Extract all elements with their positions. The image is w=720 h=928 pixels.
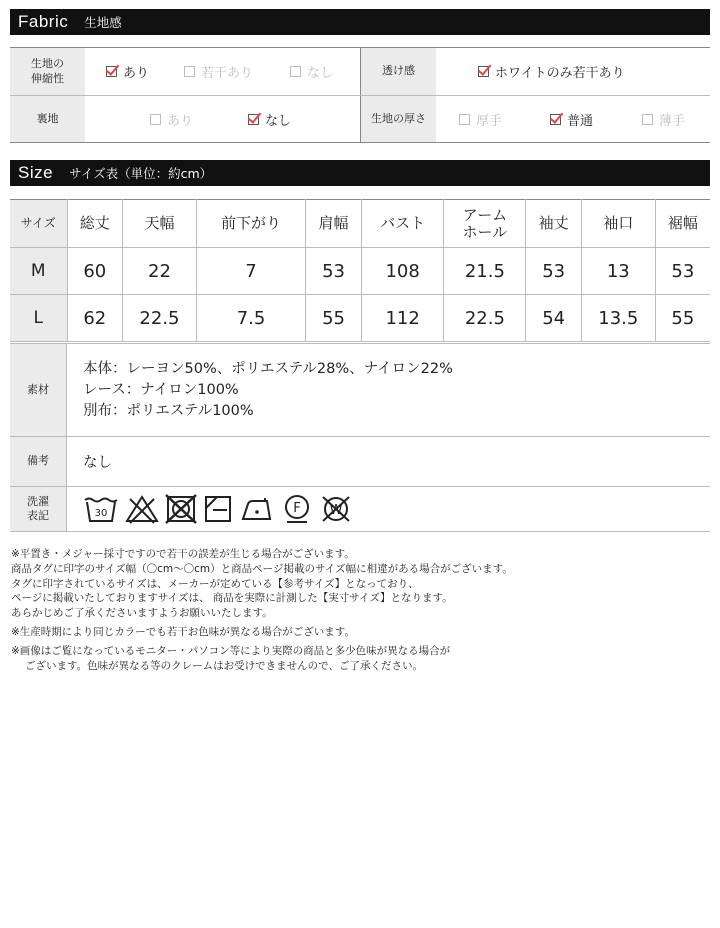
material-line: レース：ナイロン100% xyxy=(83,381,239,398)
table-row xyxy=(10,295,710,342)
material-line: 本体：レーヨン50%、ポリエステル28%、ナイロン22% xyxy=(83,360,453,377)
note-line: ※生産時期により同じカラーでも若干お色味が異なる場合がございます。 xyxy=(11,625,355,638)
line-dry-shade-icon xyxy=(203,494,233,524)
table-cell: 22 xyxy=(123,248,197,295)
fabric-row-2 xyxy=(10,95,710,142)
thickness-options xyxy=(436,96,710,142)
col-hem-width: 裾幅 xyxy=(655,200,710,248)
table-cell: 7.5 xyxy=(196,295,305,342)
table-cell: 62 xyxy=(67,295,123,342)
table-cell: 53 xyxy=(526,248,582,295)
note-line: ※平置き・メジャー採寸ですので若干の誤差が生じる場合がございます。 xyxy=(11,548,355,560)
sheer-label: 透け感 xyxy=(361,48,436,95)
dry-clean-f-icon xyxy=(281,494,313,524)
table-cell: 13 xyxy=(581,248,655,295)
lining-option-no[interactable]: なし xyxy=(248,110,291,129)
fabric-section-header xyxy=(10,9,710,35)
checkbox-checked-icon xyxy=(106,66,117,77)
stretch-option-slight[interactable]: 若干あり xyxy=(184,62,253,81)
no-bleach-icon xyxy=(125,494,159,524)
checkbox-icon xyxy=(184,66,195,77)
fabric-subtitle: 生地感 xyxy=(84,15,122,30)
size-table xyxy=(10,199,710,342)
checkbox-icon xyxy=(290,66,301,77)
remarks-value: なし xyxy=(83,455,112,471)
thickness-label: 生地の厚さ xyxy=(361,96,436,142)
remarks-label: 備考 xyxy=(10,437,67,486)
table-cell: 13.5 xyxy=(581,295,655,342)
fabric-row-1 xyxy=(10,48,710,95)
note-line: あらかじめご了承くださいますようお願いいたします。 xyxy=(11,607,273,620)
col-front-drop: 前下がり xyxy=(196,200,305,248)
info-table xyxy=(10,343,710,532)
col-neck-width: 天幅 xyxy=(123,200,197,248)
table-row xyxy=(10,248,710,295)
size-label: L xyxy=(10,295,67,342)
table-cell: 55 xyxy=(655,295,710,342)
size-header-row xyxy=(10,200,710,248)
stretch-option-no[interactable]: なし xyxy=(290,62,333,81)
lining-options xyxy=(85,96,361,142)
note-line: タグに印字されているサイズは、メーカーが定めている【参考サイズ】となっており、 xyxy=(11,577,419,590)
size-section-header xyxy=(10,160,710,186)
material-line: 別布：ポリエステル100% xyxy=(83,402,254,419)
thickness-option-thick[interactable]: 厚手 xyxy=(459,110,502,129)
svg-text:W: W xyxy=(329,503,343,518)
care-icons xyxy=(67,487,710,531)
checkbox-icon xyxy=(642,114,653,125)
thickness-option-normal[interactable]: 普通 xyxy=(550,110,593,129)
care-label: 洗濯 表記 xyxy=(10,487,67,531)
note-line: ※画像はご覧になっているモニター・パソコン等により実際の商品と多少色味が異なる場合が xyxy=(11,644,451,657)
sheer-option-white-slight[interactable]: ホワイトのみ若干あり xyxy=(478,62,625,81)
svg-text:F: F xyxy=(293,501,301,516)
col-bust: バスト xyxy=(361,200,444,248)
table-cell: 22.5 xyxy=(444,295,526,342)
col-shoulder: 肩幅 xyxy=(306,200,362,248)
table-cell: 22.5 xyxy=(123,295,197,342)
material-label: 素材 xyxy=(10,344,67,436)
note-line: 商品タグに印字のサイズ幅（〇cm〜〇cm）と商品ページ掲載のサイズ幅に相違がある場合がございます。 xyxy=(11,562,513,575)
size-title: Size xyxy=(18,163,54,182)
care-row xyxy=(10,486,710,531)
note-line: ございます。色味が異なる等のクレームはお受けできませんので、ご了承ください。 xyxy=(25,659,423,672)
col-armhole: アーム ホール xyxy=(444,200,526,248)
notes xyxy=(11,547,513,673)
col-sleeve-length: 袖丈 xyxy=(526,200,582,248)
table-cell: 108 xyxy=(361,248,444,295)
table-cell: 21.5 xyxy=(444,248,526,295)
fabric-title: Fabric xyxy=(18,12,69,31)
iron-low-icon xyxy=(239,494,275,524)
checkbox-checked-icon xyxy=(248,114,259,125)
col-length: 総丈 xyxy=(67,200,123,248)
table-cell: 7 xyxy=(196,248,305,295)
table-cell: 112 xyxy=(361,295,444,342)
table-cell: 55 xyxy=(306,295,362,342)
checkbox-icon xyxy=(459,114,470,125)
table-cell: 53 xyxy=(306,248,362,295)
no-wet-clean-icon xyxy=(319,494,353,524)
svg-text:30: 30 xyxy=(94,508,108,519)
lining-option-yes[interactable]: あり xyxy=(150,110,193,129)
stretch-options xyxy=(85,48,361,95)
table-cell: 53 xyxy=(655,248,710,295)
material-value xyxy=(67,344,710,436)
thickness-option-thin[interactable]: 薄手 xyxy=(642,110,685,129)
sheer-options xyxy=(436,48,710,95)
size-corner: サイズ xyxy=(10,200,67,248)
table-cell: 60 xyxy=(67,248,123,295)
stretch-label: 生地の 伸縮性 xyxy=(10,48,85,95)
no-tumble-dry-icon xyxy=(165,494,197,524)
size-label: M xyxy=(10,248,67,295)
wash-30-icon xyxy=(83,494,119,524)
checkbox-checked-icon xyxy=(550,114,561,125)
material-row xyxy=(10,344,710,436)
table-cell: 54 xyxy=(526,295,582,342)
remarks-row xyxy=(10,436,710,486)
lining-label: 裏地 xyxy=(10,96,85,142)
fabric-table xyxy=(10,47,710,143)
note-line: ページに掲載いたしておりますサイズは、 商品を実際に計測した【実寸サイズ】となります。 xyxy=(11,592,453,605)
checkbox-checked-icon xyxy=(478,66,489,77)
col-cuff: 袖口 xyxy=(581,200,655,248)
stretch-option-yes[interactable]: あり xyxy=(106,62,149,81)
size-subtitle: サイズ表（単位：約cm） xyxy=(69,166,213,181)
checkbox-icon xyxy=(150,114,161,125)
